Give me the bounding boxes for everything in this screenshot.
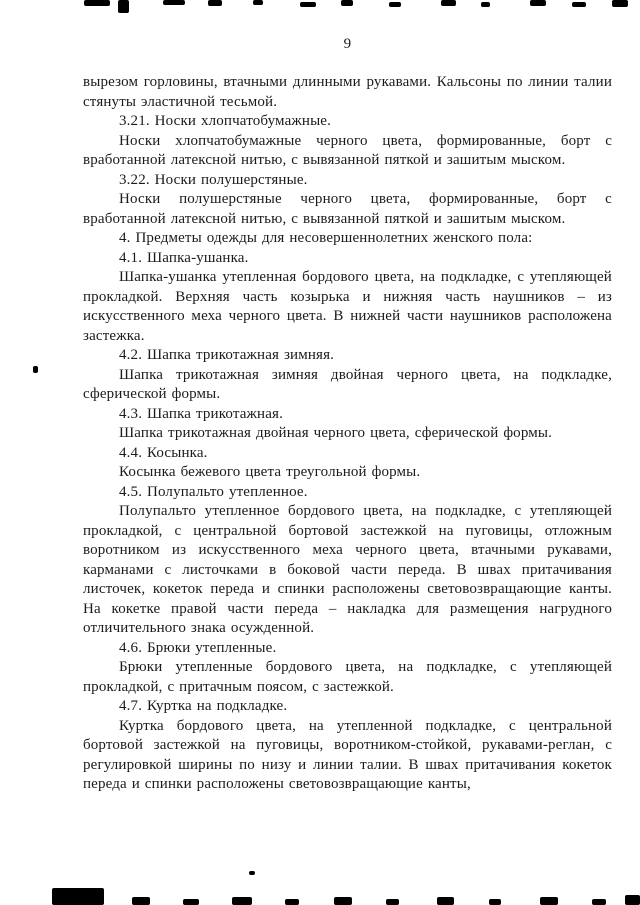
scan-artifact [592, 899, 606, 905]
scan-artifact [489, 899, 501, 905]
paragraph: Куртка бордового цвета, на утепленной подкладке, с центральной бортовой застежкой на пуговицы, воротником-стойкой, рукавами-реглан, с регулировкой ширины по низу и линии талии. В швах притачивания кокеток переда и спинки расположены световозвращающие канты, [83, 717, 612, 792]
paragraph: вырезом горловины, втачными длинными рукавами. Кальсоны по линии талии стянуты эластичной тесьмой. [83, 74, 612, 110]
paragraph: 4.5. Полупальто утепленное. [119, 483, 308, 500]
scan-artifact [625, 895, 640, 905]
scan-artifact [285, 899, 299, 905]
scan-artifact [300, 2, 316, 7]
paragraph: 4.4. Косынка. [119, 444, 208, 461]
scan-artifact [334, 897, 352, 905]
scan-artifact [33, 366, 38, 373]
scan-artifact [389, 2, 401, 7]
scan-artifact [441, 0, 456, 6]
paragraph: 4. Предметы одежды для несовершеннолетних женского пола: [119, 230, 533, 246]
paragraph: 4.2. Шапка трикотажная зимняя. [119, 347, 335, 363]
scan-artifact [52, 888, 104, 905]
paragraph: 3.22. Носки полушерстяные. [119, 171, 308, 188]
paragraph: Носки полушерстяные черного цвета, формированные, борт с вработанной латексной нитью, с вывязанной пяткой и зашитым мыском. [83, 191, 612, 227]
scan-artifact [437, 897, 454, 905]
scan-artifact [481, 2, 490, 7]
paragraph: Шапка-ушанка утепленная бордового цвета, на подкладке, с утепляющей прокладкой. Верхняя часть козырька и нижняя часть наушников – из искусственного меха черного цвета. В нижней части наушников расположена застежка. [83, 269, 612, 344]
paragraph: 4.1. Шапка-ушанка. [119, 249, 249, 266]
paragraph: Шапка трикотажная зимняя двойная черного цвета, на подкладке, сферической формы. [83, 366, 612, 402]
paragraph: 4.7. Куртка на подкладке. [119, 698, 288, 714]
paragraph: Шапка трикотажная двойная черного цвета, сферической формы. [119, 425, 553, 441]
paragraph: 4.3. Шапка трикотажная. [119, 405, 283, 422]
paragraph: 3.21. Носки хлопчатобумажные. [119, 113, 331, 129]
paragraph: Брюки утепленные бордового цвета, на подкладке, с утепляющей прокладкой, с притачным поясом, с застежкой. [83, 659, 612, 695]
scan-artifact [341, 0, 353, 6]
scan-artifact [253, 0, 263, 5]
scan-artifact [183, 899, 199, 905]
scan-artifact [540, 897, 558, 905]
paragraph: 4.6. Брюки утепленные. [119, 639, 277, 656]
document-body [83, 73, 612, 795]
scan-artifact [386, 899, 399, 905]
scan-artifact [118, 0, 129, 13]
page-number: 9 [343, 36, 352, 52]
scan-artifact [84, 0, 110, 6]
scan-artifact [208, 0, 222, 6]
scan-artifact [232, 897, 252, 905]
scan-artifact [572, 2, 586, 7]
paragraph: Косынка бежевого цвета треугольной формы. [119, 464, 421, 480]
paragraph: Полупальто утепленное бордового цвета, на подкладке, с утепляющей прокладкой, с центральной бортовой застежкой на пуговицы, отложным воротником из искусственного меха черного цвета, втачными рукавами, карманами с листочками в боковой части переда. В швах притачивания листочек, кокеток переда и спинки расположены световозвращающие канты. На кокетке правой части переда – накладка для размещения нагрудного отличительного знака осужденной. [83, 503, 612, 636]
scan-artifact [530, 0, 546, 6]
scan-artifact [132, 897, 150, 905]
scan-artifact [163, 0, 185, 5]
scan-artifact [249, 871, 255, 875]
scan-artifact [612, 0, 628, 7]
paragraph: Носки хлопчатобумажные черного цвета, формированные, борт с вработанной латексной нитью, с вывязанной пяткой и зашитым мыском. [83, 132, 612, 168]
